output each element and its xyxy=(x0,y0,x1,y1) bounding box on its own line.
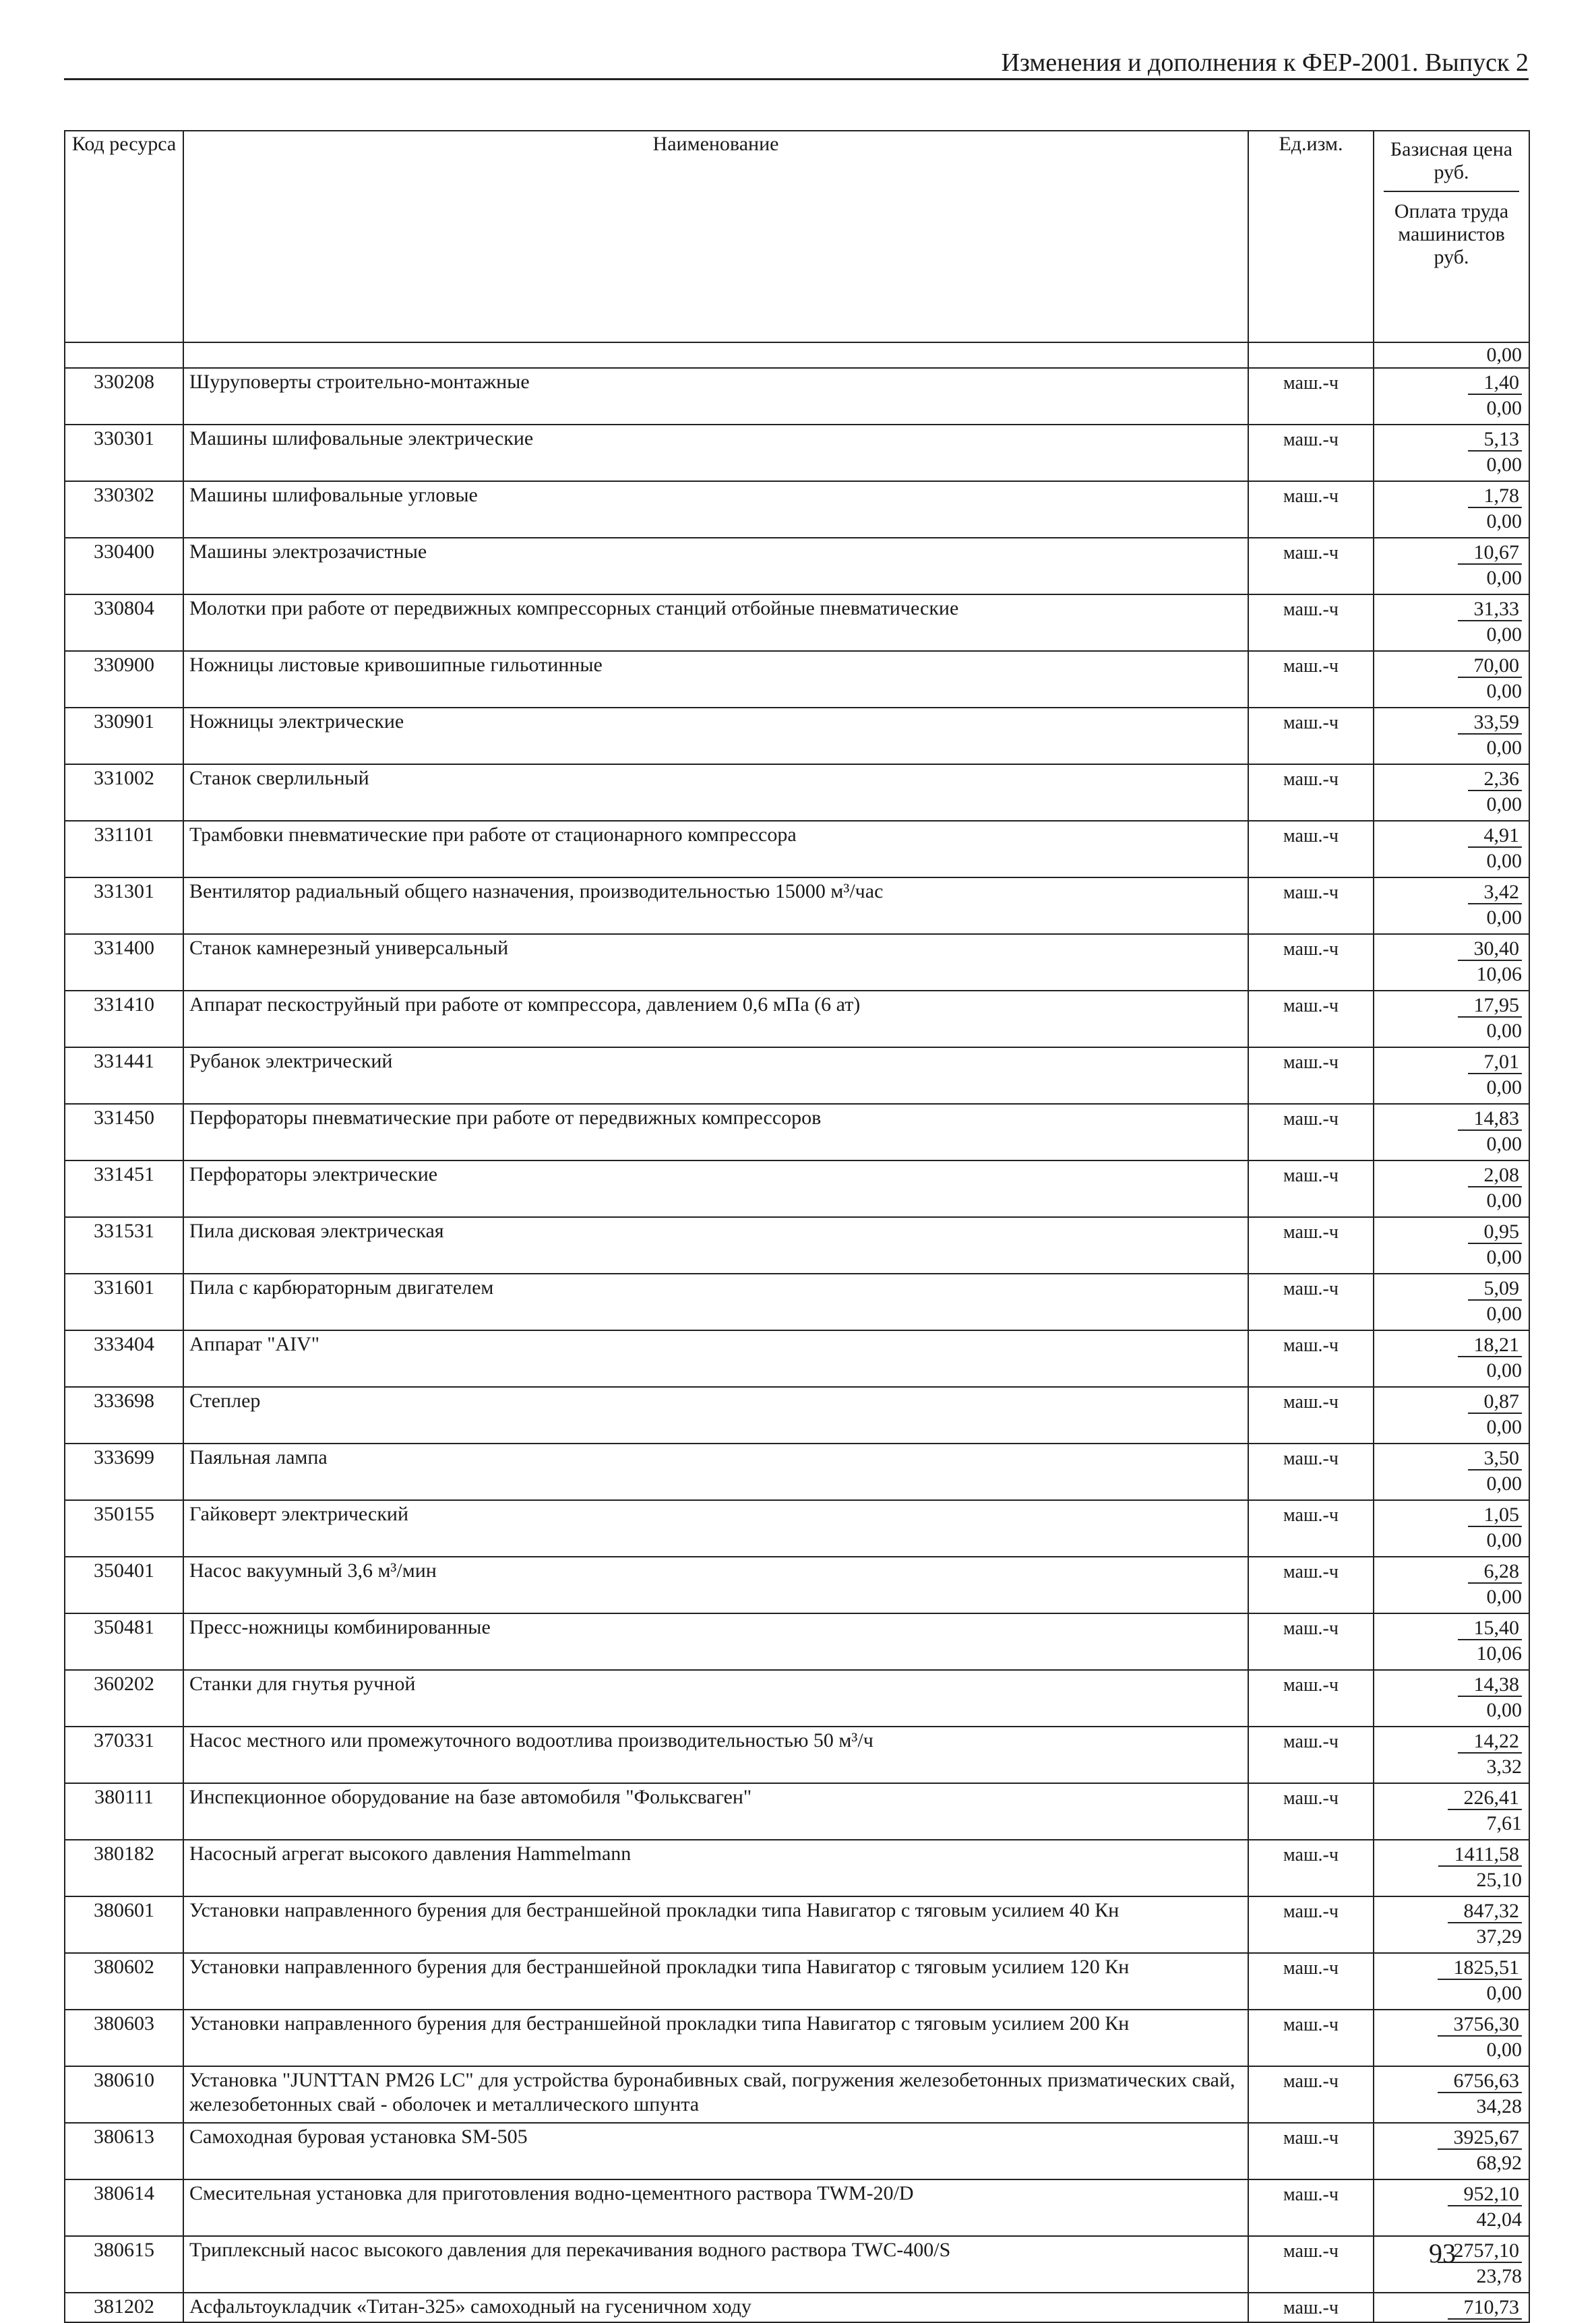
base-price-text: 4,91 xyxy=(1468,824,1523,848)
base-price-text: 31,33 xyxy=(1458,598,1523,621)
table-row-last xyxy=(65,2293,1529,2322)
resource-name-cell: Ножницы электрические xyxy=(183,708,1248,764)
resource-code-cell: 380111 xyxy=(65,1783,183,1840)
price-cell xyxy=(1374,1896,1529,1953)
resource-name-cell: Пила с карбюраторным двигателем xyxy=(183,1274,1248,1330)
resource-name-cell: Пила дисковая электрическая xyxy=(183,1217,1248,1274)
operator-wage-value: 34,28 xyxy=(1476,2095,1522,2117)
resource-code-cell: 380614 xyxy=(65,2179,183,2236)
operator-wage-value: 3,32 xyxy=(1486,1756,1522,1778)
column-header-operator-wage: Оплата труда машинистов руб. xyxy=(1394,200,1509,268)
resource-name-cell: Установки направленного бурения для бестраншейной прокладки типа Навигатор с тяговым усилием 40 Кн xyxy=(183,1896,1248,1953)
unit-cell: маш.-ч xyxy=(1248,1500,1374,1557)
table-row xyxy=(65,877,1529,934)
resource-name-cell: Установки направленного бурения для бестраншейной прокладки типа Навигатор с тяговым усилием 200 Кн xyxy=(183,2010,1248,2066)
resource-name-cell: Насосный агрегат высокого давления Hammelmann xyxy=(183,1840,1248,1896)
unit-cell: маш.-ч xyxy=(1248,1047,1374,1104)
price-cell xyxy=(1374,538,1529,594)
unit-cell: маш.-ч xyxy=(1248,1953,1374,2010)
operator-wage-cell: 0,00 xyxy=(1374,342,1529,368)
operator-wage-value: 0,00 xyxy=(1486,1473,1522,1495)
resource-name-cell: Установки направленного бурения для бестраншейной прокладки типа Навигатор с тяговым усилием 120 Кн xyxy=(183,1953,1248,2010)
resource-code-cell: 330901 xyxy=(65,708,183,764)
resource-name-cell: Смесительная установка для приготовления водно-цементного раствора TWM-20/D xyxy=(183,2179,1248,2236)
base-price-text: 6,28 xyxy=(1468,1560,1523,1584)
table-row xyxy=(65,1783,1529,1840)
table-row-leading xyxy=(65,342,1529,368)
table-row xyxy=(65,1557,1529,1613)
base-price-text: 0,95 xyxy=(1468,1220,1523,1244)
unit-cell: маш.-ч xyxy=(1248,594,1374,651)
table-body xyxy=(65,342,1529,2322)
resource-name-cell: Паяльная лампа xyxy=(183,1444,1248,1500)
base-price-value xyxy=(1374,991,1522,1018)
resource-code-cell: 333404 xyxy=(65,1330,183,1387)
resource-code-cell: 380182 xyxy=(65,1840,183,1896)
table-row xyxy=(65,1047,1529,1104)
resource-name-cell: Пресс-ножницы комбинированные xyxy=(183,1613,1248,1670)
column-header-name: Наименование xyxy=(183,131,1248,342)
resource-code-cell: 330804 xyxy=(65,594,183,651)
resource-code-cell: 331301 xyxy=(65,877,183,934)
base-price-value xyxy=(1374,2010,1522,2037)
price-cell xyxy=(1374,821,1529,877)
price-cell xyxy=(1374,425,1529,481)
table-row xyxy=(65,1104,1529,1160)
empty-cell xyxy=(65,342,183,368)
base-price-text: 952,10 xyxy=(1448,2183,1523,2206)
price-cell xyxy=(1374,1330,1529,1387)
operator-wage-value: 68,92 xyxy=(1476,2152,1522,2174)
table-row xyxy=(65,1330,1529,1387)
unit-cell: маш.-ч xyxy=(1248,2179,1374,2236)
base-price-text: 70,00 xyxy=(1458,654,1523,678)
operator-wage-value: 0,00 xyxy=(1486,1246,1522,1268)
operator-wage-value: 0,00 xyxy=(1486,1416,1522,1438)
unit-cell: маш.-ч xyxy=(1248,1444,1374,1500)
unit-cell: маш.-ч xyxy=(1248,2236,1374,2293)
resource-code-cell: 381202 xyxy=(65,2293,183,2322)
operator-wage-value: 0,00 xyxy=(1486,1189,1522,1212)
price-cell xyxy=(1374,2179,1529,2236)
price-cell xyxy=(1374,651,1529,708)
operator-wage-value: 0,00 xyxy=(1486,397,1522,419)
resource-code-cell: 330900 xyxy=(65,651,183,708)
page-number: 93 xyxy=(1429,2238,1456,2268)
table-row xyxy=(65,538,1529,594)
resource-name-cell: Установка "JUNTTAN PM26 LC" для устройства буронабивных свай, погружения железобетонных призматических свай, железобетонных свай - оболочек и металлического шпунта xyxy=(183,2066,1248,2123)
base-price-text: 10,67 xyxy=(1458,541,1523,565)
base-price-text: 226,41 xyxy=(1448,1787,1523,1810)
operator-wage-value: 0,00 xyxy=(1486,2039,1522,2061)
table-row xyxy=(65,1953,1529,2010)
resource-name-cell: Машины шлифовальные электрические xyxy=(183,425,1248,481)
page-header xyxy=(64,47,1529,80)
resource-name-cell: Степлер xyxy=(183,1387,1248,1444)
resource-name-cell: Гайковерт электрический xyxy=(183,1500,1248,1557)
resource-code-cell: 380601 xyxy=(65,1896,183,1953)
table-row xyxy=(65,1670,1529,1727)
table-row xyxy=(65,2236,1529,2293)
base-price-text: 2757,10 xyxy=(1438,2239,1523,2263)
base-price-value xyxy=(1374,1614,1522,1641)
base-price-value xyxy=(1374,538,1522,565)
price-cell xyxy=(1374,2293,1529,2322)
resource-code-cell: 330400 xyxy=(65,538,183,594)
unit-cell: маш.-ч xyxy=(1248,538,1374,594)
base-price-value xyxy=(1374,1218,1522,1245)
table-row xyxy=(65,1727,1529,1783)
table-row xyxy=(65,1160,1529,1217)
base-price-value xyxy=(1374,708,1522,735)
operator-wage-value: 0,00 xyxy=(1486,1020,1522,1042)
unit-cell: маш.-ч xyxy=(1248,425,1374,481)
table-row xyxy=(65,2066,1529,2123)
base-price-text: 1411,58 xyxy=(1438,1843,1522,1867)
unit-cell: маш.-ч xyxy=(1248,1840,1374,1896)
base-price-text: 33,59 xyxy=(1458,711,1523,735)
base-price-value xyxy=(1374,595,1522,622)
base-price-text: 710,73 xyxy=(1448,2296,1523,2320)
base-price-value xyxy=(1374,1727,1522,1754)
base-price-text: 17,95 xyxy=(1458,994,1523,1018)
resource-code-cell: 380615 xyxy=(65,2236,183,2293)
table-row xyxy=(65,821,1529,877)
resource-code-cell: 330302 xyxy=(65,481,183,538)
resource-code-cell: 350401 xyxy=(65,1557,183,1613)
base-price-value xyxy=(1374,652,1522,679)
price-cell xyxy=(1374,1274,1529,1330)
base-price-text: 6756,63 xyxy=(1438,2070,1523,2093)
resource-name-cell: Молотки при работе от передвижных компрессорных станций отбойные пневматические xyxy=(183,594,1248,651)
base-price-value xyxy=(1374,1444,1522,1471)
resource-name-cell: Аппарат пескоструйный при работе от компрессора, давлением 0,6 мПа (6 ат) xyxy=(183,991,1248,1047)
resource-price-table xyxy=(64,130,1530,2323)
base-price-text: 3,50 xyxy=(1468,1447,1523,1470)
unit-cell: маш.-ч xyxy=(1248,2123,1374,2179)
base-price-value xyxy=(1374,425,1522,452)
unit-cell: маш.-ч xyxy=(1248,1557,1374,1613)
unit-cell: маш.-ч xyxy=(1248,1783,1374,1840)
price-cell xyxy=(1374,1783,1529,1840)
base-price-value xyxy=(1374,1954,1522,1981)
price-cell xyxy=(1374,934,1529,991)
price-cell xyxy=(1374,2010,1529,2066)
resource-code-cell: 370331 xyxy=(65,1727,183,1783)
base-price-text: 14,38 xyxy=(1458,1673,1523,1697)
operator-wage-value: 10,06 xyxy=(1476,963,1522,985)
unit-cell: маш.-ч xyxy=(1248,1104,1374,1160)
base-price-value xyxy=(1374,1784,1522,1811)
operator-wage-value: 0,00 xyxy=(1486,623,1522,646)
operator-wage-value: 0,00 xyxy=(1486,680,1522,702)
base-price-value xyxy=(1374,935,1522,962)
resource-name-cell: Насос вакуумный 3,6 м³/мин xyxy=(183,1557,1248,1613)
base-price-text: 7,01 xyxy=(1468,1051,1523,1074)
unit-cell: маш.-ч xyxy=(1248,2293,1374,2322)
price-cell xyxy=(1374,877,1529,934)
table-row xyxy=(65,2123,1529,2179)
table-row xyxy=(65,594,1529,651)
resource-code-cell: 331410 xyxy=(65,991,183,1047)
base-price-value xyxy=(1374,1161,1522,1188)
table-row xyxy=(65,1444,1529,1500)
resource-code-cell: 380603 xyxy=(65,2010,183,2066)
base-price-text: 1825,51 xyxy=(1438,1956,1523,1980)
price-cell xyxy=(1374,1160,1529,1217)
table-row xyxy=(65,1217,1529,1274)
operator-wage-value: 23,78 xyxy=(1476,2265,1522,2287)
resource-code-cell: 360202 xyxy=(65,1670,183,1727)
base-price-value xyxy=(1374,369,1522,396)
resource-code-cell: 331441 xyxy=(65,1047,183,1104)
table-row xyxy=(65,1500,1529,1557)
table-row xyxy=(65,1840,1529,1896)
operator-wage-value: 0,00 xyxy=(1486,1529,1522,1551)
unit-cell: маш.-ч xyxy=(1248,877,1374,934)
operator-wage-value: 0,00 xyxy=(1486,793,1522,815)
unit-cell: маш.-ч xyxy=(1248,2066,1374,2123)
unit-cell: маш.-ч xyxy=(1248,1727,1374,1783)
column-header-unit: Ед.изм. xyxy=(1248,131,1374,342)
table-row xyxy=(65,1613,1529,1670)
price-cell xyxy=(1374,2123,1529,2179)
unit-cell: маш.-ч xyxy=(1248,934,1374,991)
price-cell xyxy=(1374,1047,1529,1104)
unit-cell: маш.-ч xyxy=(1248,2010,1374,2066)
resource-name-cell: Машины шлифовальные угловые xyxy=(183,481,1248,538)
resource-code-cell: 331601 xyxy=(65,1274,183,1330)
resource-name-cell: Триплексный насос высокого давления для перекачивания водного раствора TWC-400/S xyxy=(183,2236,1248,2293)
unit-cell: маш.-ч xyxy=(1248,1613,1374,1670)
price-cell xyxy=(1374,764,1529,821)
base-price-value xyxy=(1374,2293,1522,2320)
base-price-text: 3925,67 xyxy=(1438,2126,1523,2150)
operator-wage-value: 25,10 xyxy=(1476,1869,1522,1891)
resource-code-cell: 331531 xyxy=(65,1217,183,1274)
table-row xyxy=(65,2010,1529,2066)
base-price-value xyxy=(1374,2067,1522,2094)
base-price-text: 5,13 xyxy=(1468,428,1523,452)
operator-wage-value: 0,00 xyxy=(1486,1586,1522,1608)
resource-code-cell: 350155 xyxy=(65,1500,183,1557)
resource-code-cell: 380613 xyxy=(65,2123,183,2179)
unit-cell: маш.-ч xyxy=(1248,821,1374,877)
base-price-text: 2,08 xyxy=(1468,1164,1523,1187)
table-row xyxy=(65,425,1529,481)
operator-wage-value: 0,00 xyxy=(1486,1982,1522,2004)
resource-name-cell: Ножницы листовые кривошипные гильотинные xyxy=(183,651,1248,708)
base-price-value xyxy=(1374,1331,1522,1358)
base-price-value xyxy=(1374,1501,1522,1528)
unit-cell: маш.-ч xyxy=(1248,1896,1374,1953)
price-cell xyxy=(1374,1840,1529,1896)
price-cell xyxy=(1374,1953,1529,2010)
base-price-value xyxy=(1374,765,1522,792)
resource-code-cell: 331002 xyxy=(65,764,183,821)
operator-wage-value: 42,04 xyxy=(1476,2208,1522,2231)
resource-name-cell: Станок сверлильный xyxy=(183,764,1248,821)
base-price-value xyxy=(1374,1671,1522,1698)
table-row xyxy=(65,2179,1529,2236)
resource-name-cell: Трамбовки пневматические при работе от стационарного компрессора xyxy=(183,821,1248,877)
resource-name-cell: Машины электрозачистные xyxy=(183,538,1248,594)
base-price-value xyxy=(1374,1274,1522,1301)
base-price-text: 14,83 xyxy=(1458,1107,1523,1131)
unit-cell: маш.-ч xyxy=(1248,1217,1374,1274)
price-cell xyxy=(1374,368,1529,425)
price-cell xyxy=(1374,1387,1529,1444)
price-cell xyxy=(1374,1727,1529,1783)
operator-wage-value: 0,00 xyxy=(1486,1133,1522,1155)
operator-wage-value: 0,00 xyxy=(1486,850,1522,872)
table-row xyxy=(65,368,1529,425)
operator-wage-value: 10,06 xyxy=(1476,1642,1522,1665)
unit-cell: маш.-ч xyxy=(1248,991,1374,1047)
column-header-price xyxy=(1374,131,1529,342)
resource-name-cell: Станок камнерезный универсальный xyxy=(183,934,1248,991)
unit-cell: маш.-ч xyxy=(1248,1160,1374,1217)
table-header xyxy=(65,131,1529,342)
base-price-value xyxy=(1374,1105,1522,1132)
resource-code-cell: 330208 xyxy=(65,368,183,425)
resource-name-cell: Вентилятор радиальный общего назначения, производительностью 15000 м³/час xyxy=(183,877,1248,934)
base-price-text: 1,78 xyxy=(1468,485,1523,508)
unit-cell: маш.-ч xyxy=(1248,481,1374,538)
operator-wage-value: 0,00 xyxy=(1486,567,1522,589)
base-price-value xyxy=(1374,1388,1522,1415)
table-row xyxy=(65,481,1529,538)
operator-wage-value: 0,00 xyxy=(1486,1359,1522,1382)
unit-cell: маш.-ч xyxy=(1248,708,1374,764)
table-row xyxy=(65,764,1529,821)
base-price-text: 30,40 xyxy=(1458,937,1523,961)
price-cell xyxy=(1374,481,1529,538)
resource-name-cell: Шуруповерты строительно-монтажные xyxy=(183,368,1248,425)
base-price-value xyxy=(1374,2180,1522,2207)
operator-wage-value: 0,00 xyxy=(1486,737,1522,759)
price-cell xyxy=(1374,991,1529,1047)
table-row xyxy=(65,934,1529,991)
resource-name-cell: Рубанок электрический xyxy=(183,1047,1248,1104)
resource-code-cell: 350481 xyxy=(65,1613,183,1670)
resource-name-cell: Насос местного или промежуточного водоотлива производительностью 50 м³/ч xyxy=(183,1727,1248,1783)
base-price-value xyxy=(1374,1840,1522,1867)
base-price-text: 18,21 xyxy=(1458,1334,1523,1357)
resource-name-cell: Самоходная буровая установка SM-505 xyxy=(183,2123,1248,2179)
unit-cell: маш.-ч xyxy=(1248,368,1374,425)
resource-code-cell: 380602 xyxy=(65,1953,183,2010)
table-row xyxy=(65,1896,1529,1953)
base-price-text: 1,40 xyxy=(1468,371,1523,395)
column-header-code: Код ресурса xyxy=(65,131,183,342)
table-row xyxy=(65,708,1529,764)
operator-wage-value: 7,61 xyxy=(1486,1812,1522,1834)
resource-code-cell: 331101 xyxy=(65,821,183,877)
base-price-text: 3,42 xyxy=(1468,881,1523,904)
price-cell xyxy=(1374,594,1529,651)
resource-code-cell: 333699 xyxy=(65,1444,183,1500)
base-price-value xyxy=(1374,482,1522,509)
base-price-value xyxy=(1374,1897,1522,1924)
base-price-text: 15,40 xyxy=(1458,1617,1523,1640)
resource-code-cell: 331451 xyxy=(65,1160,183,1217)
resource-code-cell: 330301 xyxy=(65,425,183,481)
table-row xyxy=(65,1387,1529,1444)
price-cell xyxy=(1374,1444,1529,1500)
resource-code-cell: 331400 xyxy=(65,934,183,991)
unit-cell: маш.-ч xyxy=(1248,651,1374,708)
resource-name-cell: Перфораторы электрические xyxy=(183,1160,1248,1217)
price-cell xyxy=(1374,1500,1529,1557)
operator-wage-value: 37,29 xyxy=(1476,1925,1522,1948)
price-cell xyxy=(1374,1613,1529,1670)
base-price-value xyxy=(1374,822,1522,848)
empty-cell xyxy=(183,342,1248,368)
operator-wage-value: 0,00 xyxy=(1486,510,1522,532)
resource-name-cell: Перфораторы пневматические при работе от передвижных компрессоров xyxy=(183,1104,1248,1160)
header-title: Изменения и дополнения к ФЕР-2001. Выпуск 2 xyxy=(1001,49,1529,77)
base-price-text: 14,22 xyxy=(1458,1730,1523,1754)
base-price-text: 2,36 xyxy=(1468,768,1523,791)
price-cell xyxy=(1374,1557,1529,1613)
price-cell xyxy=(1374,1670,1529,1727)
resource-code-cell: 333698 xyxy=(65,1387,183,1444)
price-cell xyxy=(1374,1104,1529,1160)
price-cell xyxy=(1374,708,1529,764)
unit-cell: маш.-ч xyxy=(1248,1274,1374,1330)
table-row xyxy=(65,651,1529,708)
base-price-text: 1,05 xyxy=(1468,1504,1523,1527)
operator-wage-value: 0,00 xyxy=(1486,1303,1522,1325)
resource-name-cell: Асфальтоукладчик «Титан-325» самоходный на гусеничном ходу xyxy=(183,2293,1248,2322)
resource-name-cell: Станки для гнутья ручной xyxy=(183,1670,1248,1727)
resource-code-cell: 380610 xyxy=(65,2066,183,2123)
column-header-base-price: Базисная цена руб. xyxy=(1384,138,1519,192)
operator-wage-value: 0,00 xyxy=(1486,1699,1522,1721)
base-price-value xyxy=(1374,1557,1522,1584)
operator-wage-value: 0,00 xyxy=(1486,454,1522,476)
table-row xyxy=(65,1274,1529,1330)
table-row xyxy=(65,991,1529,1047)
operator-wage-value: 0,00 xyxy=(1486,1076,1522,1098)
base-price-text: 0,87 xyxy=(1468,1390,1523,1414)
resource-code-cell: 331450 xyxy=(65,1104,183,1160)
base-price-value xyxy=(1374,1048,1522,1075)
resource-name-cell: Инспекционное оборудование на базе автомобиля "Фольксваген" xyxy=(183,1783,1248,1840)
base-price-text: 847,32 xyxy=(1448,1900,1523,1923)
price-cell xyxy=(1374,1217,1529,1274)
base-price-value xyxy=(1374,878,1522,905)
base-price-text: 5,09 xyxy=(1468,1277,1523,1301)
operator-wage-value: 0,00 xyxy=(1486,906,1522,929)
unit-cell: маш.-ч xyxy=(1248,1670,1374,1727)
empty-cell xyxy=(1248,342,1374,368)
unit-cell: маш.-ч xyxy=(1248,1387,1374,1444)
resource-name-cell: Аппарат "AIV" xyxy=(183,1330,1248,1387)
base-price-text: 3756,30 xyxy=(1438,2013,1523,2037)
price-cell xyxy=(1374,2066,1529,2123)
base-price-value xyxy=(1374,2124,1522,2150)
unit-cell: маш.-ч xyxy=(1248,1330,1374,1387)
unit-cell: маш.-ч xyxy=(1248,764,1374,821)
